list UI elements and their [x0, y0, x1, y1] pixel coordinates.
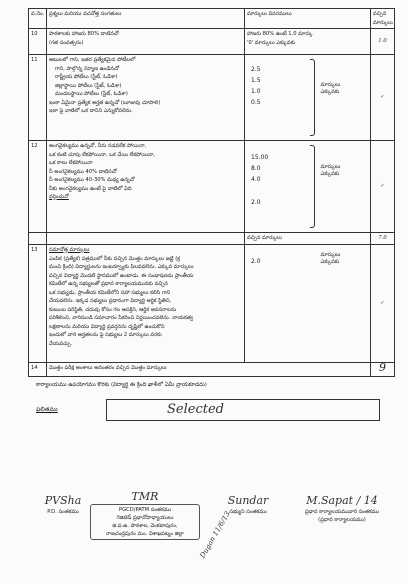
- detail-line: ఇలా పై వాటిలో ఒక దానిని ఎన్నుకోవలెను.: [49, 108, 133, 114]
- detail-line: నీకు అంగవైకల్యము ఉంటే పై వాటిలో ఏది: [49, 185, 132, 192]
- signature-caption: P.D. సంతకము: [47, 509, 79, 515]
- header-detail: ప్రశ్నలు మరియు వచనోత్త సంగతులు: [47, 9, 245, 29]
- row-number: 12: [29, 141, 47, 233]
- max-value: 2.5: [251, 66, 261, 73]
- brace-mark: [310, 145, 315, 228]
- detail-line: ఇందులో వారి ఆర్హతలను పై సభ్యులు 2 మార్కులు వరకు: [49, 332, 162, 338]
- detail-line: నీ అంగవైకల్యము 40% దాటినచో: [49, 168, 117, 175]
- signature-mark: TMR: [131, 490, 159, 503]
- table-row: [29, 245, 395, 363]
- header-no: వ.నెం.: [29, 9, 47, 29]
- corner-note: Dugan 11/6/13: [198, 510, 232, 560]
- table-row: [29, 29, 395, 55]
- result-box: [106, 399, 380, 421]
- award-tick: ✓: [371, 245, 395, 363]
- row-score-note: [319, 245, 371, 363]
- stamp-line: రాజచంద్రపురం మం. విశాఖపట్నం జిల్లా: [106, 531, 184, 537]
- signature-mark: Sundar: [227, 494, 269, 507]
- max-line: హాజరు 80% ఉంటే 1.0 మార్కు: [247, 31, 313, 37]
- award-tick: ✓: [371, 141, 395, 233]
- detail-line: పరిశీలించి, వారినుండి సమాచారం సేకరించి నిర్ణయించవలెను. నాయకత్వ: [49, 315, 194, 321]
- detail-line: గాని, పాల్గొన్న నిర్మాణ ఉండినచో: [55, 65, 119, 72]
- max-value: 8.0: [251, 165, 261, 172]
- max-value: 0.5: [251, 99, 261, 106]
- result-value: Selected: [167, 402, 224, 417]
- detail-line: సమానోత్త మార్కులు: [49, 247, 90, 253]
- score-note-line: మార్కులు: [320, 164, 341, 170]
- table-header: [29, 9, 395, 29]
- score-note-line: ఎక్కువకు: [320, 171, 340, 177]
- award-tick: ✓: [371, 55, 395, 141]
- marks-table: [28, 8, 395, 377]
- max-value: 4.0: [251, 176, 261, 183]
- signature-area: [28, 490, 394, 580]
- max-value: 15.00: [251, 154, 269, 161]
- detail-line: ఇంకా ఏమైనా ప్రత్యేక అర్హత ఉన్నచో (బూజువు చూపాలి): [49, 99, 161, 106]
- signature-caption: ప్రధాన కార్యాలయమువారి సంతకము: [304, 509, 380, 515]
- row-detail: [47, 55, 245, 141]
- row-detail: [47, 245, 245, 363]
- award-value: 1.0: [371, 29, 395, 55]
- office-use-note: కార్యాలయము ఉపయోగము కొరకు (విద్యార్థి ఈ క్రింది ఖాళీలో ఏమీ వ్రాయకూడదు): [36, 382, 207, 388]
- detail-line: ఒక సభ్యుడు, ప్రాంతీయ కమిటీలోని సహా సభ్యులు కలిసి గాని: [49, 289, 171, 296]
- detail-line: జిల్లాస్థాయి పోటీలు (స్టేట్, ఓడిశా): [55, 82, 122, 89]
- detail-line: చేయవలెను. ఇక్కడ సభ్యులు ప్రధానంగా విద్యార్థి ఆర్థిక స్థితిని,: [49, 298, 172, 304]
- subtotal-spacer: [47, 233, 245, 245]
- detail-line: కుటుంబ పరిస్థితి, చదువు కోసం గల ఆసక్తిని, ఆర్థిక అవసరాలను: [49, 306, 177, 313]
- detail-line: వేయవచ్చు.: [49, 340, 73, 347]
- max-value: 2.0: [251, 258, 261, 265]
- signature-block: [90, 490, 200, 540]
- row-detail: [47, 29, 245, 55]
- table-row: [29, 141, 395, 233]
- row-max-values: [245, 55, 319, 141]
- detail-line: మొత్తం పరీక్ష అంశాలు అనంతరం వచ్చిన మొత్తం మార్కులు: [49, 365, 167, 371]
- header-score: వచ్చిన మార్కులు: [371, 9, 395, 29]
- score-note-line: మార్కులు: [320, 82, 341, 88]
- signature-mark: M.Sapat / 14: [306, 494, 378, 507]
- row-detail: [47, 141, 245, 233]
- office-stamp: [90, 504, 200, 540]
- max-value: 1.0: [251, 88, 261, 95]
- score-note-line: ఎక్కువకు: [320, 259, 340, 265]
- subtotal-value: 7.0: [371, 233, 395, 245]
- detail-line: అంగవైకల్యము ఉన్నచో, నీరు నడవలేక పోయినా,: [49, 143, 147, 149]
- row-max-values: [245, 245, 319, 363]
- evaluation-sheet: [28, 8, 394, 421]
- result-label: ఫలితము: [36, 406, 58, 413]
- detail-line: కమిటీలో ఉన్న సభ్యులతో ప్రధాన కార్యాలయమునకు వచ్చిన: [49, 281, 168, 287]
- row-max: [245, 29, 371, 55]
- row-detail: [47, 363, 371, 377]
- row-number: 10: [29, 29, 47, 55]
- subtotal-spacer: [29, 233, 47, 245]
- detail-line: మంచి క్రింది) విద్యార్థులను ఇంటర్వ్యూకు పిలవవలెను. ఎక్కువ మార్కులు: [49, 264, 194, 270]
- table-row: [29, 55, 395, 141]
- row-max-values: [245, 141, 319, 233]
- detail-line: మండలస్థాయి పోటీలు (స్టేట్, ఓడిశా): [55, 91, 128, 97]
- stamp-line: జి.ప.ఉ. పాఠశాల, వెంకటాపురం,: [112, 523, 178, 529]
- signature-caption: (ప్రధాన కార్యాలయము): [318, 517, 366, 523]
- detail-line: వర్తించునో: [49, 194, 69, 200]
- award-value: 9: [371, 363, 395, 377]
- detail-line: ఒక కాలు లేకపోయినా: [49, 160, 93, 166]
- detail-line: అటులలో గాని, ఇతర ప్రత్యేకమైన పోటీలలో: [49, 57, 136, 63]
- detail-line: పాఠశాలకు హాజరు 80% దాటినచో: [49, 31, 119, 37]
- subtotal-row: [29, 233, 395, 245]
- signature-caption: సభ్యుని సంతకము: [229, 509, 267, 515]
- detail-line: (గత సంవత్సరం): [49, 39, 84, 46]
- signature-block: [290, 494, 394, 524]
- row-score-note: [319, 141, 371, 233]
- row-number: 11: [29, 55, 47, 141]
- row-score-note: [319, 55, 371, 141]
- score-note-line: మార్కులు: [320, 252, 341, 258]
- stamp-line: PGCD/PATM సంతకము: [118, 507, 172, 513]
- signature-mark: PVSha: [44, 494, 82, 507]
- detail-line: వచ్చిన విద్యార్థి మొదటి స్థానములో ఉంటాడు. ఈ సంభాషణను ప్రాంతీయ: [49, 272, 194, 279]
- detail-line: ఎంపిక (ప్రత్యేక) పత్రములో నీకు వచ్చిన మొత్తం మార్కులు జట్టి (క్ర: [49, 255, 180, 262]
- signature-block: [28, 494, 98, 516]
- subtotal-label: వచ్చిన మార్కులు: [245, 233, 371, 245]
- score-note-line: ఎక్కువకు: [320, 89, 340, 95]
- max-line: '0' మార్కులు ఎక్కువకు: [247, 39, 296, 46]
- brace-mark: [310, 59, 315, 136]
- detail-line: ఒక కంటి చూపు లేకపోయినా, ఒక చేయి లేకపోయినా,: [49, 151, 156, 158]
- max-value: 2.0: [251, 199, 261, 206]
- detail-line: లక్షణాలను మరియు విద్యార్థి ప్రవర్తనను దృష్టిలో ఉంచుకొని: [49, 323, 165, 330]
- detail-line: నీ అంగవైకల్యము 40-30% మధ్య ఉన్నచో: [49, 177, 135, 183]
- row-number: 13: [29, 245, 47, 363]
- table-row: [29, 363, 395, 377]
- detail-line: రాష్ట్రీయ పోటీలు (స్టేట్, ఓడిశా): [55, 74, 118, 80]
- header-max: మార్కులు వివరములు: [245, 9, 371, 29]
- max-value: 1.5: [251, 77, 261, 84]
- stamp-line: గెజిటెడ్ ప్రధానోపాధ్యాయులు: [116, 515, 174, 521]
- row-number: 14: [29, 363, 47, 377]
- result-row: [36, 399, 394, 421]
